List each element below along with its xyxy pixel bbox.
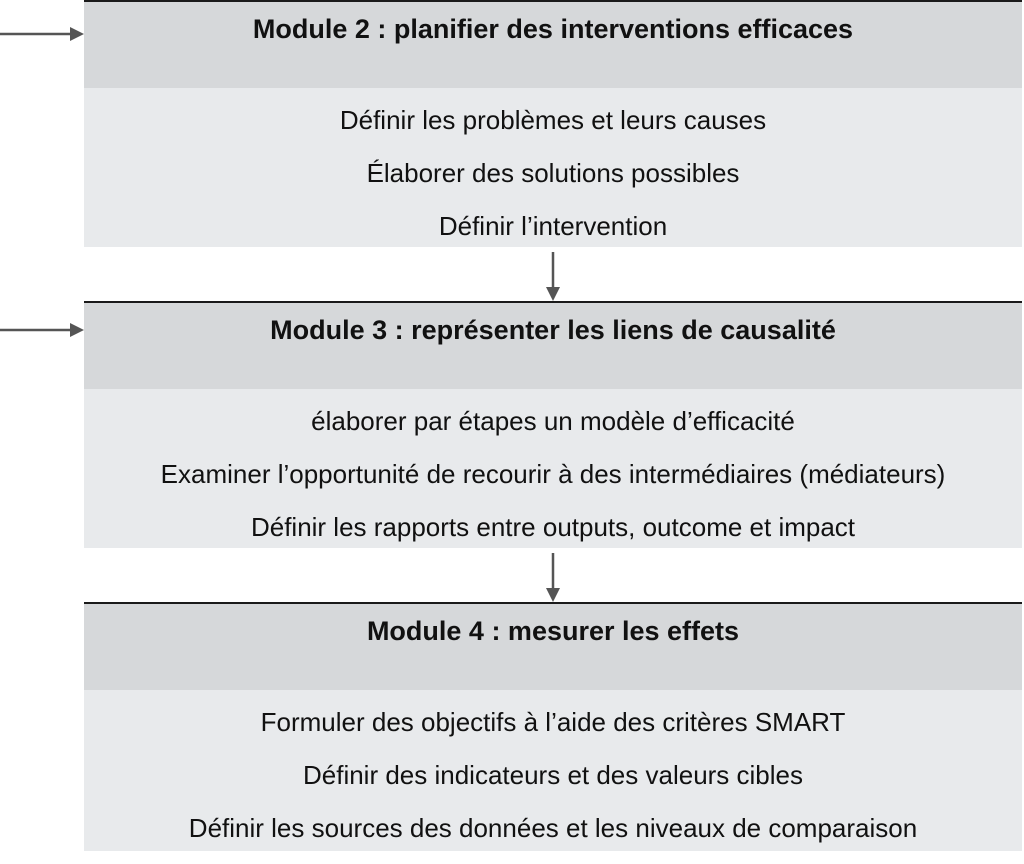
module-3-item: élaborer par étapes un modèle d’efficacité (311, 406, 795, 436)
module-2-item: Définir l’intervention (438, 211, 668, 241)
module-4-item: Définir les sources des données et les niveaux de comparaison (188, 813, 918, 843)
module-3-box (84, 301, 1022, 548)
incoming-arrow-module-2 (0, 24, 86, 44)
incoming-arrow-module-3 (0, 320, 86, 340)
module-3-items (84, 389, 1022, 548)
module-2-box (84, 0, 1022, 247)
module-4-item: Formuler des objectifs à l’aide des critères SMART (260, 707, 846, 737)
module-4-items (84, 690, 1022, 851)
connector-arrow-module-2-to-3 (543, 252, 563, 302)
connector-arrow-module-3-to-4 (543, 553, 563, 603)
module-2-item: Définir les problèmes et leurs causes (339, 105, 767, 135)
module-3-title: Module 3 : représenter les liens de causalité (84, 301, 1022, 389)
module-2-item: Élaborer des solutions possibles (366, 158, 740, 188)
module-3-item: Examiner l’opportunité de recourir à des intermédiaires (médiateurs) (160, 459, 946, 489)
module-4-box (84, 602, 1022, 851)
module-4-item: Définir des indicateurs et des valeurs cibles (302, 760, 804, 790)
module-2-title: Module 2 : planifier des interventions efficaces (84, 0, 1022, 88)
module-4-title: Module 4 : mesurer les effets (84, 602, 1022, 690)
module-3-item: Définir les rapports entre outputs, outcome et impact (250, 512, 856, 542)
module-2-items (84, 88, 1022, 247)
